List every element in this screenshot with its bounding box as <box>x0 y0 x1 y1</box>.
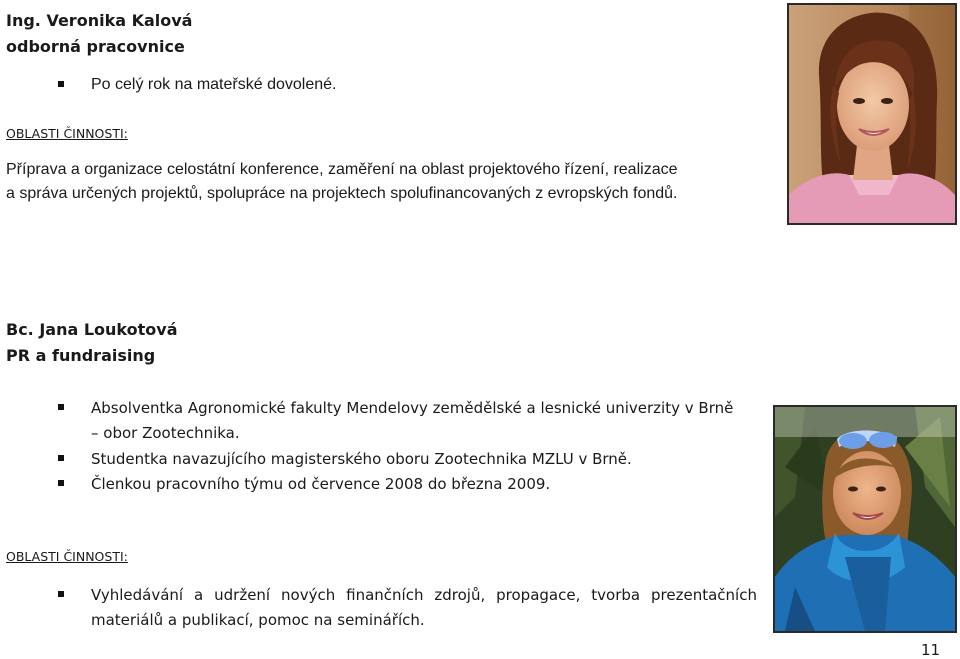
portrait-photo-icon <box>789 5 955 223</box>
bullet-square-icon <box>58 404 64 410</box>
activity-line-1 <box>91 583 757 608</box>
person1-photo <box>787 3 957 225</box>
person1-section-label: OBLASTI ČINNOSTI: <box>6 126 128 141</box>
activity-word: finančních <box>346 586 424 604</box>
activity-word: a <box>194 586 204 604</box>
bullet-square-icon <box>58 81 64 87</box>
person2-section-label: OBLASTI ČINNOSTI: <box>6 549 128 564</box>
page-number: 11 <box>921 641 941 659</box>
portrait-photo-icon <box>775 407 955 631</box>
activity-word: propagace, <box>496 586 581 604</box>
description-line: a správa určených projektů, spolupráce na projektech spolufinancovaných z evropských fondů. <box>6 185 678 202</box>
bullet-text: Absolventka Agronomické fakulty Mendelovy zemědělské a lesnické univerzity v Brně <box>91 399 734 417</box>
bullet-square-icon <box>58 591 64 597</box>
person1-name: Ing. Veronika Kalová <box>6 11 193 30</box>
person2-photo <box>773 405 957 633</box>
activity-word: tvorba <box>591 586 641 604</box>
bullet-text-continuation: – obor Zootechnika. <box>91 424 240 442</box>
bullet-square-icon <box>58 480 64 486</box>
bullet-text: Členkou pracovního týmu od července 2008 do března 2009. <box>91 475 551 493</box>
activity-word: zdrojů, <box>434 586 486 604</box>
person1-description <box>6 158 776 206</box>
bullet-square-icon <box>58 455 64 461</box>
person2-name: Bc. Jana Loukotová <box>6 320 178 339</box>
activity-line-2: materiálů a publikací, pomoc na seminářích. <box>91 611 425 629</box>
activity-word: nových <box>281 586 336 604</box>
person1-role: odborná pracovnice <box>6 37 185 56</box>
bullet-text: Po celý rok na mateřské dovolené. <box>91 76 337 93</box>
activity-word: Vyhledávání <box>91 586 184 604</box>
bullet-text: Studentka navazujícího magisterského oboru Zootechnika MZLU v Brně. <box>91 450 632 468</box>
person2-role: PR a fundraising <box>6 346 156 365</box>
activity-word: udržení <box>214 586 271 604</box>
description-line: Příprava a organizace celostátní konference, zaměření na oblast projektového řízení, realizace <box>6 161 678 178</box>
activity-word: prezentačních <box>651 586 757 604</box>
